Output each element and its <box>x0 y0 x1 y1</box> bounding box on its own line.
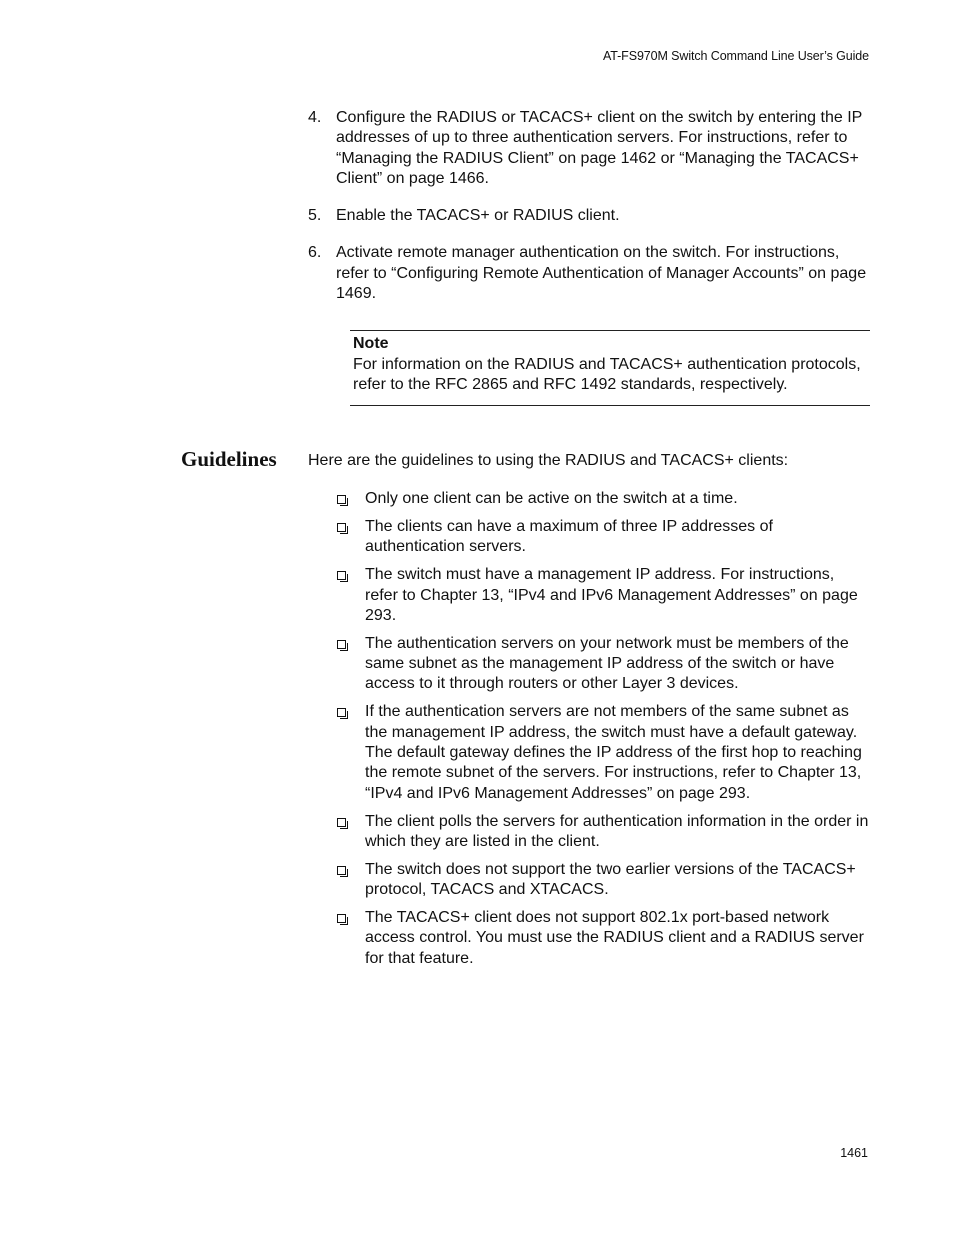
guidelines-list <box>336 489 870 977</box>
list-item-text: Only one client can be active on the switch at a time. <box>365 490 738 507</box>
step-number: 5. <box>308 207 322 225</box>
list-item-text: The authentication servers on your network must be members of the same subnet as the management IP address of the switch or have access to it through routers or other Layer 3 devices. <box>365 634 849 693</box>
checkbox-bullet-icon <box>336 489 365 509</box>
step-text: Enable the TACACS+ or RADIUS client. <box>336 207 620 225</box>
section-heading: Guidelines <box>181 447 277 471</box>
checkbox-bullet-icon <box>336 517 365 558</box>
note-title: Note <box>353 335 389 352</box>
step-number: 6. <box>308 244 322 262</box>
procedure-step <box>308 243 870 304</box>
step-text: Activate remote manager authentication on the switch. For instructions, refer to “Configuring Remote Authentication of Manager Accounts” on page 1469. <box>336 244 867 303</box>
list-item <box>336 702 870 803</box>
list-item <box>336 489 870 509</box>
list-item-text: The switch does not support the two earlier versions of the TACACS+ protocol, TACACS and XTACACS. <box>365 860 856 899</box>
list-item-text: The switch must have a management IP address. For instructions, refer to Chapter 13, “IPv4 and IPv6 Management Addresses” on page 293. <box>365 566 858 624</box>
procedure-step <box>308 206 870 226</box>
checkbox-bullet-icon <box>336 860 365 901</box>
page-number: 1461 <box>840 1146 868 1160</box>
note-box <box>350 330 870 406</box>
procedure-steps <box>308 108 870 321</box>
guidelines-intro: Here are the guidelines to using the RADIUS and TACACS+ clients: <box>308 452 789 469</box>
list-item <box>336 565 870 626</box>
list-item <box>336 860 870 901</box>
running-header: AT-FS970M Switch Command Line User’s Guide <box>602 49 869 63</box>
list-item <box>336 812 870 853</box>
checkbox-bullet-icon <box>336 634 365 695</box>
list-item <box>336 908 870 969</box>
checkbox-bullet-icon <box>336 812 365 853</box>
step-text: Configure the RADIUS or TACACS+ client on the switch by entering the IP addresses of up to three authentication servers. For instructions, refer to “Managing the RADIUS Client” on page 1462 or “Managing the TACACS+ Client” on page 1466. <box>336 109 863 187</box>
list-item <box>336 634 870 695</box>
list-item <box>336 517 870 558</box>
list-item-text: If the authentication servers are not members of the same subnet as the management IP address, the switch must have a default gateway. The default gateway defines the IP address of the first hop to reaching the remote subnet of the servers. For instructions, refer to Chapter 13, “IPv4 and IPv6 Management Addresses” on page 293. <box>365 703 862 802</box>
list-item-text: The clients can have a maximum of three IP addresses of authentication servers. <box>365 517 773 556</box>
checkbox-bullet-icon <box>336 908 365 969</box>
list-item-text: The TACACS+ client does not support 802.1x port-based network access control. You must use the RADIUS client and a RADIUS server for that feature. <box>365 909 864 967</box>
step-number: 4. <box>308 109 322 126</box>
procedure-step <box>308 108 870 189</box>
list-item-text: The client polls the servers for authentication information in the order in which they are listed in the client. <box>365 812 869 850</box>
checkbox-bullet-icon <box>336 565 365 626</box>
note-text: For information on the RADIUS and TACACS+ authentication protocols, refer to the RFC 2865 and RFC 1492 standards, respectively. <box>353 356 861 394</box>
checkbox-bullet-icon <box>336 702 365 803</box>
